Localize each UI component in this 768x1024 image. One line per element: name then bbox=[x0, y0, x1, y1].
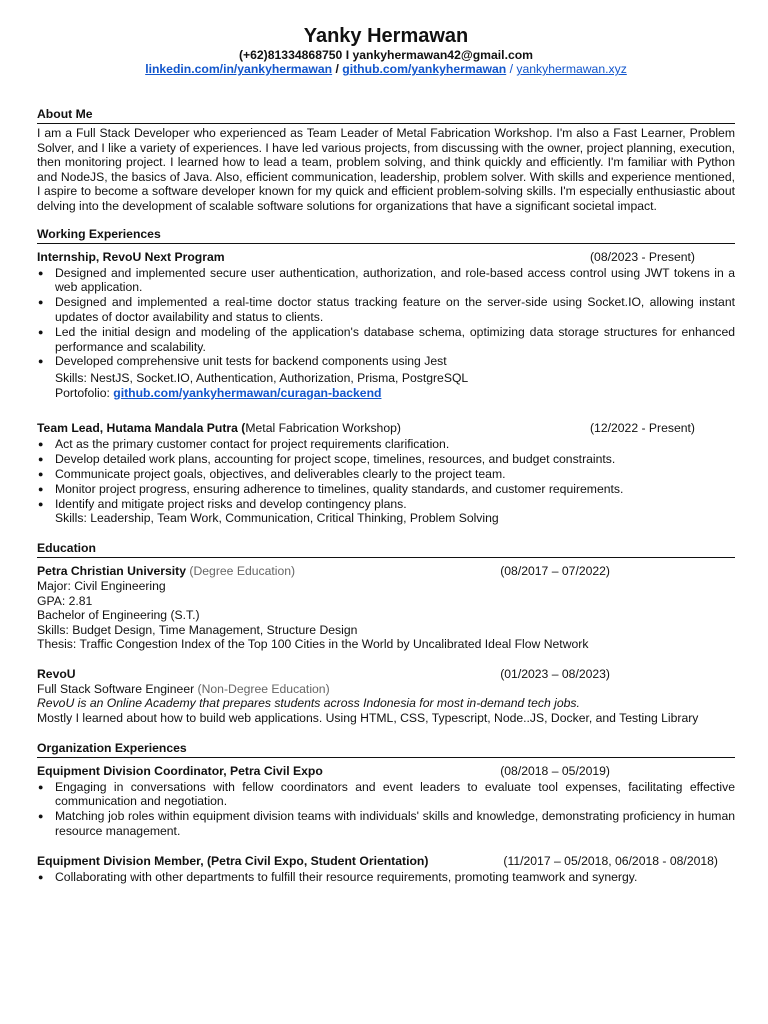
education-program bbox=[37, 682, 735, 697]
section-title-organization: Organization Experiences bbox=[37, 741, 735, 758]
school-title: Petra Christian University bbox=[37, 563, 187, 578]
org-date: (08/2018 – 05/2019) bbox=[500, 763, 610, 778]
job-title: Internship, RevoU Next Program bbox=[37, 249, 225, 264]
education-type: (Degree Education) bbox=[189, 563, 296, 578]
education-line: Skills: Budget Design, Time Management, Structure Design bbox=[37, 622, 358, 637]
org-title: Equipment Division Member, (Petra Civil Expo, Student Orientation) bbox=[37, 853, 429, 868]
org-date: (11/2017 – 05/2018, 06/2018 - 08/2018) bbox=[503, 853, 718, 868]
job-skills: Skills: Leadership, Team Work, Communication, Critical Thinking, Problem Solving bbox=[55, 511, 499, 526]
about-text: I am a Full Stack Developer who experienced as Team Leader of Metal Fabrication Workshop. I'm also a Fast Learner, Problem Solver, and I like a variety of experiences. I have led various projects, from discussing with the owner, project planning, execution, then monitoring project. I learned how to lead a team, problem solving, and think quickly and efficiently. I'm familiar with Python and NodeJS, the basics of Java. Also, efficient communication, leadership, problem solver. With skills and experience mentioned, I aspire to become a software developer known for my quick and efficient problem-solving skills. I'm especially enthusiastic about delving into the development of scalable software solutions for organizations that have a significant societal impact. bbox=[37, 126, 735, 213]
contact-line: (+62)81334868750 I yankyhermawan42@gmail.com bbox=[238, 48, 534, 62]
org-header bbox=[37, 764, 735, 779]
candidate-name: Yanky Hermawan bbox=[303, 25, 469, 47]
portfolio-link[interactable]: github.com/yankyhermawan/curagan-backend bbox=[113, 385, 382, 400]
section-title-about: About Me bbox=[37, 107, 735, 124]
org-title: Equipment Division Coordinator, Petra Civil Expo bbox=[37, 763, 323, 778]
education-header bbox=[37, 564, 735, 579]
org-bullets bbox=[37, 870, 735, 885]
education-date: (08/2017 – 07/2022) bbox=[500, 563, 610, 578]
website-link[interactable]: yankyhermawan.xyz bbox=[516, 62, 627, 76]
list-item: ● Act as the primary customer contact for project requirements clarification. bbox=[37, 437, 735, 452]
job-portfolio bbox=[37, 386, 735, 401]
job-date: (12/2022 - Present) bbox=[589, 421, 695, 436]
list-item: ● Developed comprehensive unit tests for backend components using Jest bbox=[37, 354, 735, 369]
list-item: ● Designed and implemented secure user authentication, authorization, and role-based access control using JWT tokens in a web application. bbox=[37, 266, 735, 296]
education-line: Major: Civil Engineering bbox=[37, 578, 166, 593]
education-note: Mostly I learned about how to build web applications. Using HTML, CSS, Typescript, Node..JS, Docker, and Testing Library bbox=[37, 711, 699, 726]
job-header bbox=[37, 250, 735, 265]
list-item: ● Communicate project goals, objectives, and deliverables clearly to the project team. bbox=[37, 467, 735, 482]
list-item: ● Collaborating with other departments to fulfill their resource requirements, promoting teamwork and synergy. bbox=[37, 870, 735, 885]
profile-links bbox=[37, 62, 735, 77]
link-separator: / bbox=[332, 62, 343, 76]
job-skills: Skills: NestJS, Socket.IO, Authentication, Authorization, Prisma, PostgreSQL bbox=[55, 371, 469, 386]
education-type: (Non-Degree Education) bbox=[197, 681, 330, 696]
link-separator: / bbox=[506, 62, 517, 76]
list-item: ● Develop detailed work plans, accounting for project scope, timelines, resources, and budget constraints. bbox=[37, 452, 735, 467]
list-item: ● Engaging in conversations with fellow coordinators and event leaders to evaluate tool expenses, facilitating effective communication and negotiation. bbox=[37, 780, 735, 810]
list-item: ● Monitor project progress, ensuring adherence to timelines, quality standards, and customer requirements. bbox=[37, 482, 735, 497]
education-line: GPA: 2.81 bbox=[37, 593, 93, 608]
school-name bbox=[37, 564, 295, 579]
job-bullets bbox=[37, 266, 735, 370]
job-title bbox=[37, 421, 401, 436]
education-description: RevoU is an Online Academy that prepares students across Indonesia for most in-demand tech jobs. bbox=[37, 696, 580, 711]
job-header bbox=[37, 421, 735, 436]
org-bullets bbox=[37, 780, 735, 839]
section-title-education: Education bbox=[37, 541, 735, 558]
github-link[interactable]: github.com/yankyhermawan bbox=[342, 62, 507, 76]
education-line: Thesis: Traffic Congestion Index of the Top 100 Cities in the World by Uncalibrated Ideal Flow Network bbox=[37, 637, 589, 652]
section-title-work: Working Experiences bbox=[37, 227, 735, 244]
education-date: (01/2023 – 08/2023) bbox=[500, 666, 610, 681]
resume-page bbox=[37, 24, 735, 885]
education-header bbox=[37, 667, 735, 682]
job-bullets bbox=[37, 437, 735, 511]
education-line: Bachelor of Engineering (S.T.) bbox=[37, 608, 200, 623]
program-name: Full Stack Software Engineer bbox=[37, 681, 198, 696]
list-item: ● Identify and mitigate project risks and develop contingency plans. bbox=[37, 497, 735, 512]
job-date: (08/2023 - Present) bbox=[589, 249, 695, 264]
portfolio-label: Portofolio: bbox=[55, 385, 114, 400]
linkedin-link[interactable]: linkedin.com/in/yankyhermawan bbox=[145, 62, 333, 76]
job-title-company: Team Lead, Hutama Mandala Putra ( bbox=[37, 421, 246, 436]
list-item: ● Designed and implemented a real-time doctor status tracking feature on the server-side using Socket.IO, allowing instant updates of doctor availability and status to clients. bbox=[37, 295, 735, 325]
list-item: ● Matching job roles within equipment division teams with individuals' skills and knowledge, demonstrating proficiency in human resource management. bbox=[37, 809, 735, 839]
school-name: RevoU bbox=[37, 666, 76, 681]
list-item: ● Led the initial design and modeling of the application's database schema, optimizing data storage structures for enhanced performance and scalability. bbox=[37, 325, 735, 355]
job-title-detail: Metal Fabrication Workshop) bbox=[245, 421, 401, 436]
org-header bbox=[37, 854, 735, 869]
